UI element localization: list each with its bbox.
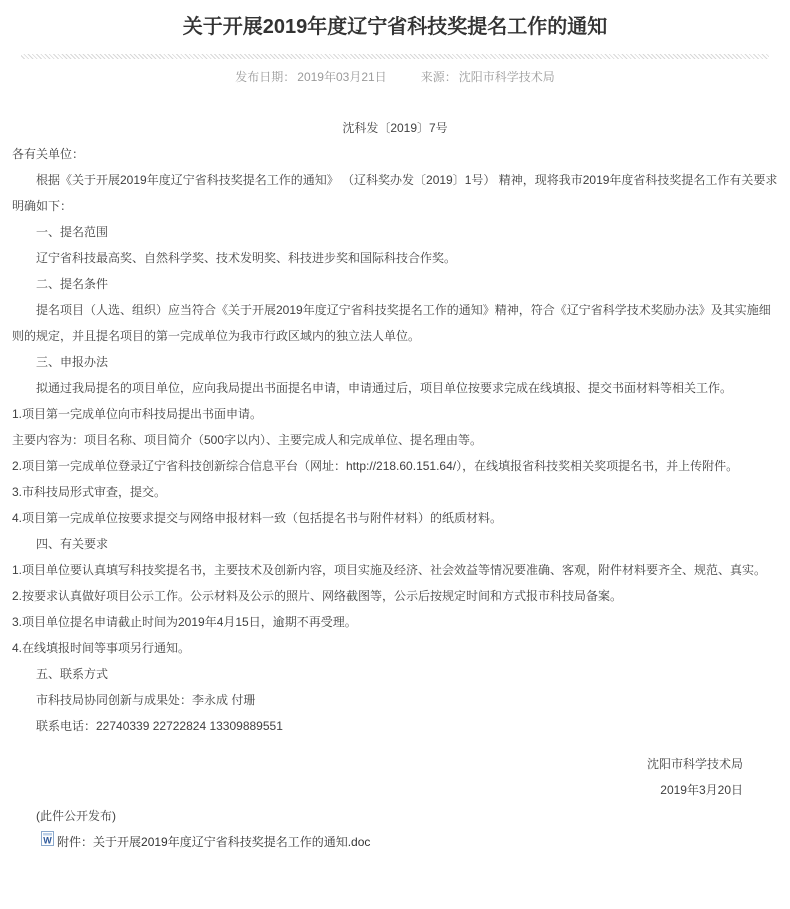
body-paragraph: 辽宁省科技最高奖、自然科学奖、技术发明奖、科技进步奖和国际科技合作奖。 (36, 251, 457, 265)
svg-text:W: W (43, 835, 52, 846)
publish-date-label: 发布日期： (235, 70, 296, 84)
numbered-item: 1.项目单位要认真填写科技奖提名书，主要技术及创新内容，项目实施及经济、社会效益等情况要准确、客观，附件材料要齐全、规范、真实。 (12, 563, 767, 577)
section-heading-5: 五、联系方式 (36, 667, 109, 681)
numbered-item: 4.在线填报时间等事项另行通知。 (12, 641, 191, 655)
body-paragraph: 主要内容为：项目名称、项目简介（500字以内）、主要完成人和完成单位、提名理由等。 (12, 433, 483, 447)
section-heading-4: 四、有关要求 (36, 537, 109, 551)
hatched-divider (21, 54, 769, 59)
word-doc-icon (41, 829, 54, 855)
notice-body (0, 141, 790, 855)
signature-org: 沈阳市科学技术局 (646, 757, 743, 771)
attachment-label: 附件： (57, 835, 94, 849)
contact-phone-line: 联系电话：22740339 22722824 13309889551 (36, 719, 283, 733)
body-paragraph: 拟通过我局提名的项目单位，应向我局提出书面提名申请，申请通过后，项目单位按要求完成在线填报、提交书面材料等相关工作。 (36, 381, 733, 395)
document-number: 沈科发〔2019〕7号 (342, 121, 448, 135)
source-value: 沈阳市科学技术局 (458, 70, 555, 84)
publish-date-value: 2019年03月21日 (297, 70, 387, 84)
section-heading-1: 一、提名范围 (36, 225, 109, 239)
page-title: 关于开展2019年度辽宁省科技奖提名工作的通知 (182, 16, 608, 38)
body-paragraph: 根据《关于开展2019年度辽宁省科技奖提名工作的通知》 （辽科奖办发〔2019〕1号） 精神，现将我市2019年度省科技奖提名工作有关要求明确如下： (12, 173, 778, 213)
numbered-item: 2.按要求认真做好项目公示工作。公示材料及公示的照片、网络截图等，公示后按规定时间和方式报市科技局备案。 (12, 589, 623, 603)
signature-date: 2019年3月20日 (660, 783, 743, 797)
contact-person-line: 市科技局协同创新与成果处：李永成 付珊 (36, 693, 256, 707)
source-label: 来源： (420, 70, 457, 84)
numbered-item: 3.市科技局形式审查，提交。 (12, 485, 167, 499)
public-release-note: (此件公开发布) (36, 809, 116, 823)
numbered-item: 2.项目第一完成单位登录辽宁省科技创新综合信息平台（网址：http://218.60.151.64/），在线填报省科技奖相关奖项提名书，并上传附件。 (12, 459, 739, 473)
body-paragraph: 提名项目（人选、组织）应当符合《关于开展2019年度辽宁省科技奖提名工作的通知》精神，符合《辽宁省科学技术奖励办法》及其实施细则的规定，并且提名项目的第一完成单位为我市行政区域内的独立法人单位。 (12, 303, 771, 343)
numbered-item: 1.项目第一完成单位向市科技局提出书面申请。 (12, 407, 263, 421)
meta-row (0, 69, 790, 85)
attachment-row (12, 829, 778, 855)
salutation: 各有关单位： (12, 147, 85, 161)
numbered-item: 3.项目单位提名申请截止时间为2019年4月15日，逾期不再受理。 (12, 615, 357, 629)
attachment-link[interactable]: 关于开展2019年度辽宁省科技奖提名工作的通知.doc (93, 835, 371, 849)
section-heading-3: 三、申报办法 (36, 355, 109, 369)
numbered-item: 4.项目第一完成单位按要求提交与网络申报材料一致（包括提名书与附件材料）的纸质材料。 (12, 511, 503, 525)
section-heading-2: 二、提名条件 (36, 277, 109, 291)
